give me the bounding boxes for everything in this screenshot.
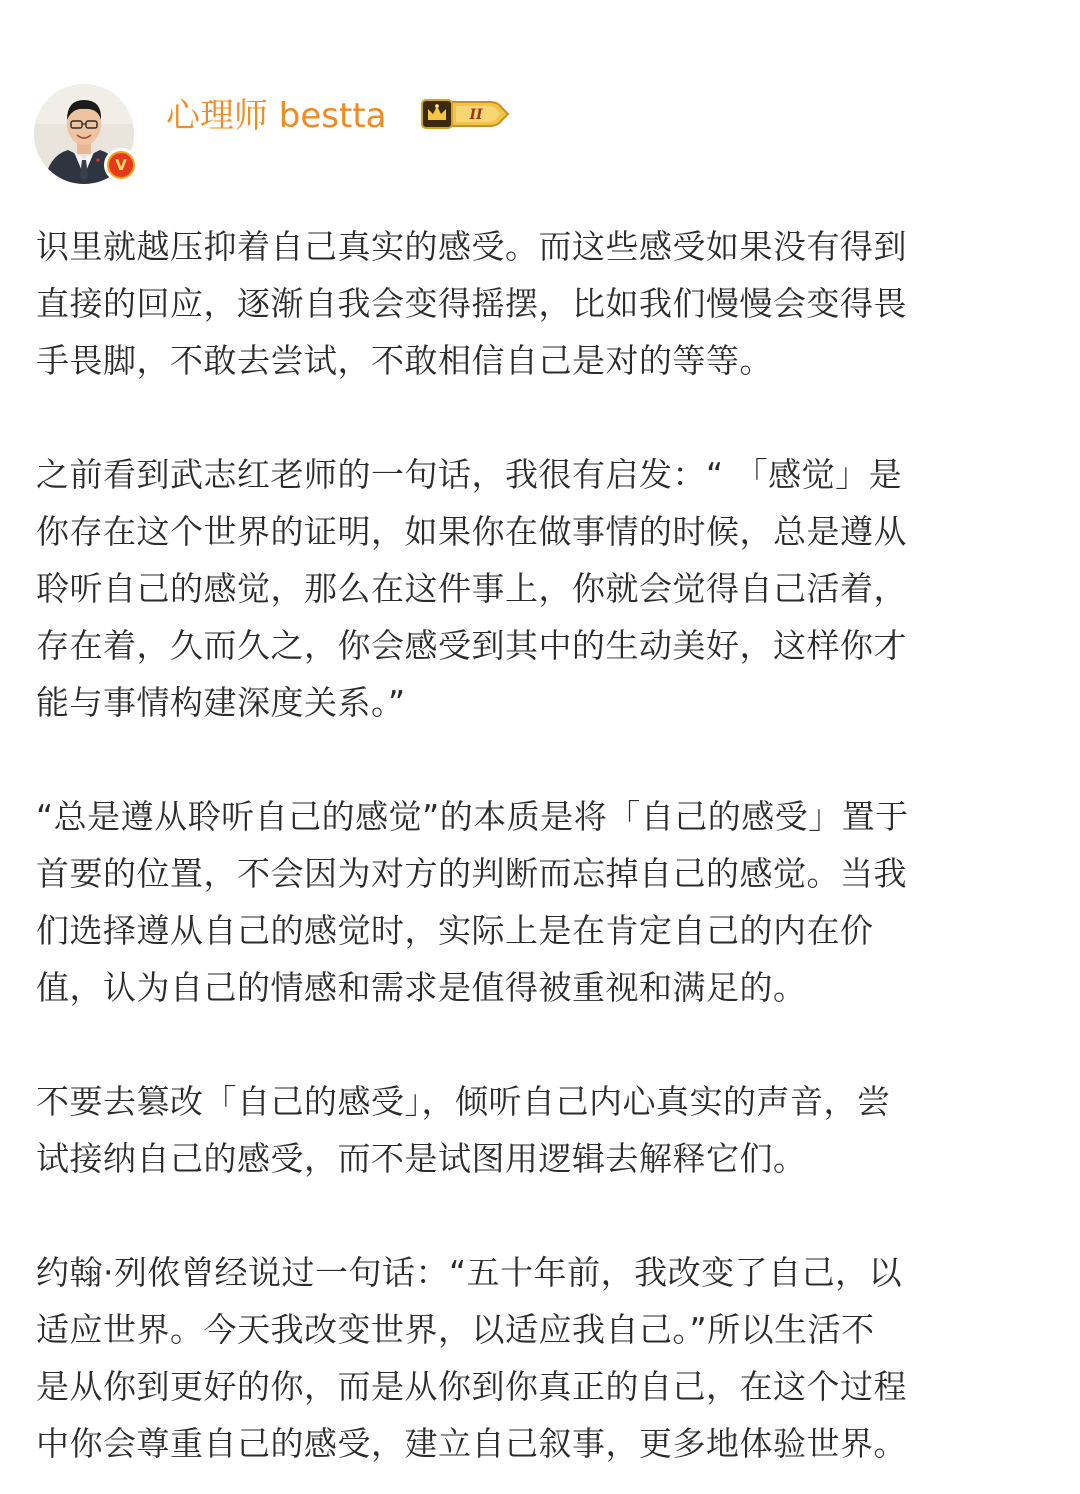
paragraph — [36, 1073, 1036, 1187]
text-line: 是从你到更好的你，而是从你到你真正的自己，在这个过程 — [36, 1367, 907, 1406]
text-line: 识里就越压抑着自己真实的感受。而这些感受如果没有得到 — [36, 227, 907, 266]
text-line: 约翰·列侬曾经说过一句话：“五十年前，我改变了自己，以 — [36, 1253, 903, 1292]
text-line: 直接的回应，逐渐自我会变得摇摆，比如我们慢慢会变得畏 — [36, 284, 907, 323]
text-line: 存在着，久而久之，你会感受到其中的生动美好，这样你才 — [36, 626, 907, 665]
author-name[interactable]: 心理师 bestta — [166, 96, 387, 136]
text-line: 不要去篡改「自己的感受」，倾听自己内心真实的声音，尝 — [36, 1082, 891, 1121]
text-line: 聆听自己的感觉，那么在这件事上，你就会觉得自己活着， — [36, 569, 907, 608]
post-header — [34, 84, 1044, 194]
crown-vip-icon[interactable] — [420, 96, 514, 132]
text-line: 首要的位置，不会因为对方的判断而忘掉自己的感觉。当我 — [36, 854, 907, 893]
paragraph — [36, 1244, 1036, 1472]
author-avatar[interactable] — [34, 84, 134, 184]
text-line: 们选择遵从自己的感觉时，实际上是在肯定自己的内在价 — [36, 911, 874, 950]
text-line: 之前看到武志红老师的一句话，我很有启发：“ 「感觉」是 — [36, 455, 903, 494]
text-line: 中你会尊重自己的感受，建立自己叙事，更多地体验世界。 — [36, 1424, 907, 1463]
vip-badge-text: II — [469, 107, 483, 123]
post-body — [36, 218, 1036, 1472]
text-line: 能与事情构建深度关系。” — [36, 683, 406, 722]
text-line: 试接纳自己的感受，而不是试图用逻辑去解释它们。 — [36, 1139, 807, 1178]
verified-badge-text: V — [109, 153, 133, 177]
verified-v-icon — [104, 148, 138, 182]
text-line: 值，认为自己的情感和需求是值得被重视和满足的。 — [36, 968, 807, 1007]
text-line: 适应世界。今天我改变世界，以适应我自己。”所以生活不 — [36, 1310, 875, 1349]
paragraph — [36, 446, 1036, 731]
text-line: “总是遵从聆听自己的感觉”的本质是将「自己的感受」置于 — [36, 797, 909, 836]
paragraph — [36, 218, 1036, 389]
paragraph — [36, 788, 1036, 1016]
text-line: 手畏脚，不敢去尝试，不敢相信自己是对的等等。 — [36, 341, 773, 380]
text-line: 你存在这个世界的证明，如果你在做事情的时候，总是遵从 — [36, 512, 907, 551]
